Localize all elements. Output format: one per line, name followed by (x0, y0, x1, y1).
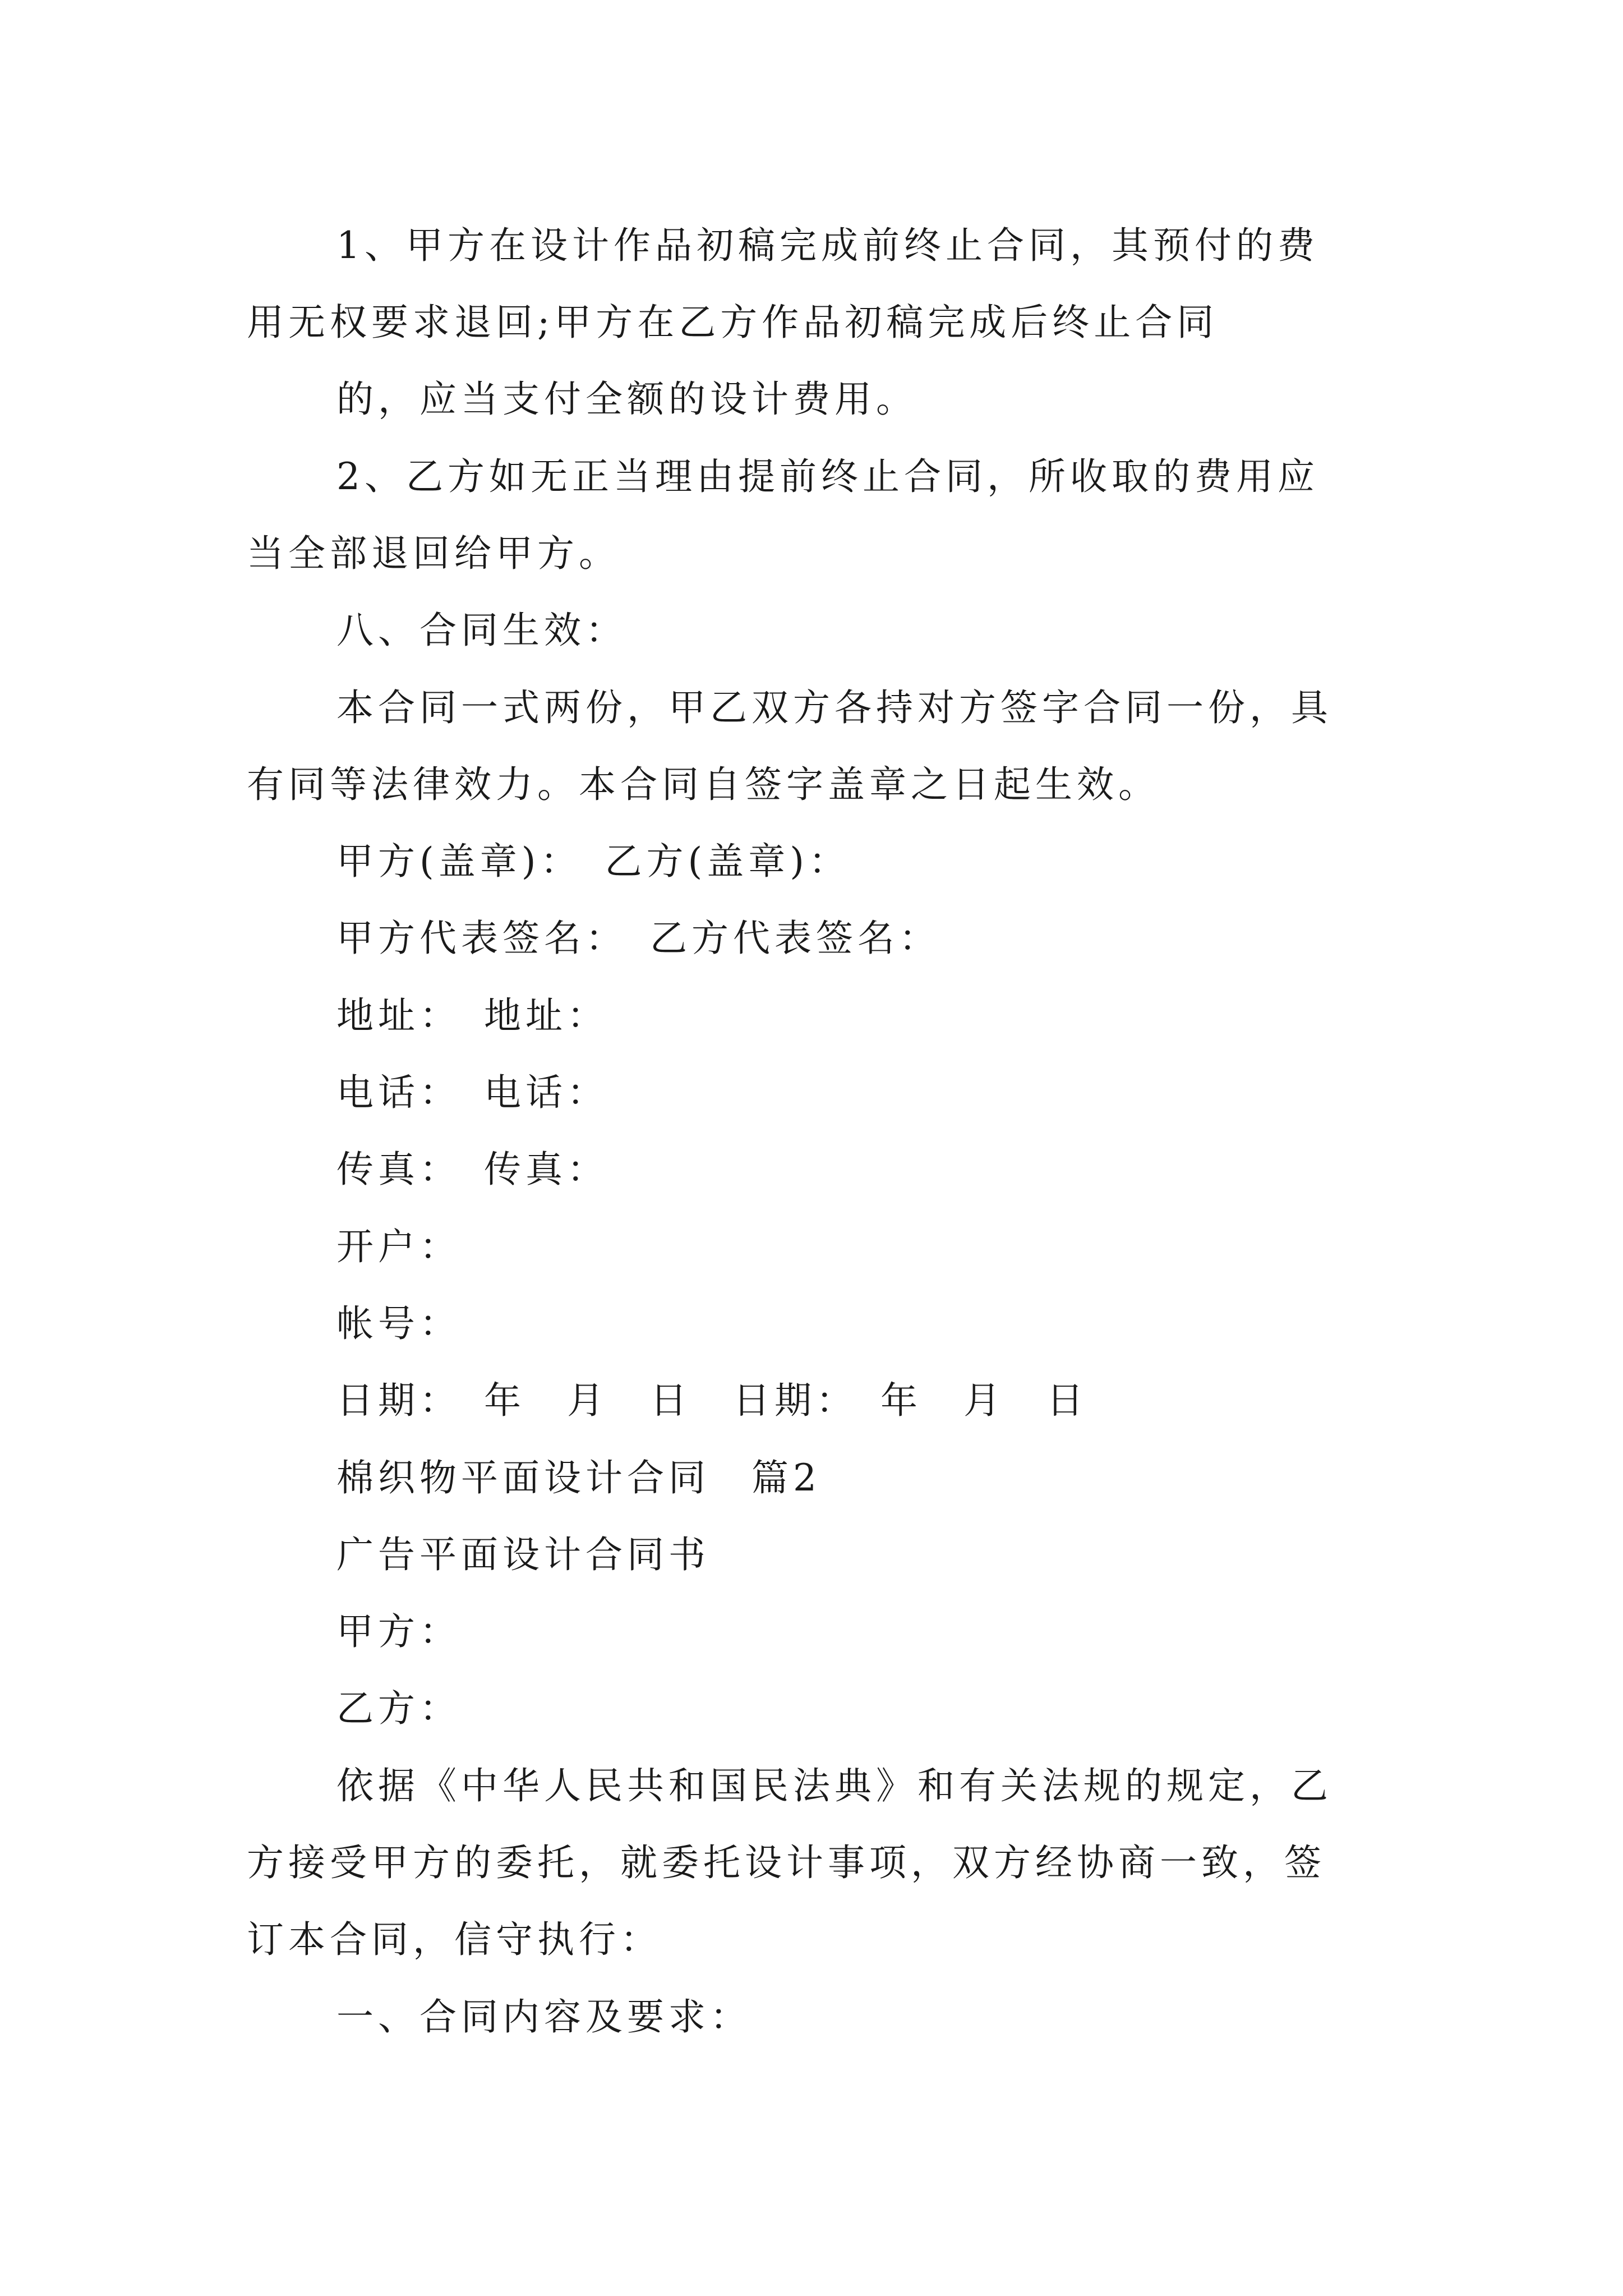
paragraph-line: 的，应当支付全额的设计费用。 (336, 378, 917, 421)
party-b-line: 乙方： (336, 1687, 461, 1730)
section-heading: 一、合同内容及要求： (336, 1995, 751, 2039)
paragraph-line: 有同等法律效力。本合同自签字盖章之日起生效。 (247, 763, 1160, 806)
paragraph-line: 当全部退回给甲方。 (247, 532, 620, 575)
phone-line: 电话： 电话： (336, 1071, 608, 1114)
signature-line: 甲方代表签名： 乙方代表签名： (336, 917, 940, 960)
party-a-line: 甲方： (336, 1610, 461, 1653)
paragraph-line: 依据《中华人民共和国民法典》和有关法规的规定，乙 (336, 1764, 1332, 1807)
fax-line: 传真： 传真： (336, 1148, 608, 1191)
paragraph-line: 本合同一式两份，甲乙双方各持对方签字合同一份，具 (336, 686, 1332, 729)
section-heading: 八、合同生效： (336, 609, 627, 652)
account-line: 帐号： (336, 1302, 461, 1345)
signature-line: 甲方(盖章)： 乙方(盖章)： (336, 840, 850, 883)
paragraph-line: 订本合同，信守执行： (247, 1918, 662, 1961)
address-line: 地址： 地址： (336, 994, 608, 1037)
paragraph-line: 方接受甲方的委托，就委托设计事项，双方经协商一致，签 (247, 1841, 1326, 1884)
paragraph-line: 2、乙方如无正当理由提前终止合同，所收取的费用应 (336, 455, 1319, 498)
paragraph-line: 用无权要求退回;甲方在乙方作品初稿完成后终止合同 (247, 301, 1219, 344)
bank-line: 开户： (336, 1225, 461, 1268)
document-title: 广告平面设计合同书 (336, 1533, 710, 1576)
section-title: 棉织物平面设计合同 篇2 (336, 1456, 821, 1499)
date-line: 日期： 年 月 日 日期： 年 月 日 (336, 1379, 1088, 1422)
paragraph-line: 1、甲方在设计作品初稿完成前终止合同，其预付的费 (336, 224, 1319, 267)
